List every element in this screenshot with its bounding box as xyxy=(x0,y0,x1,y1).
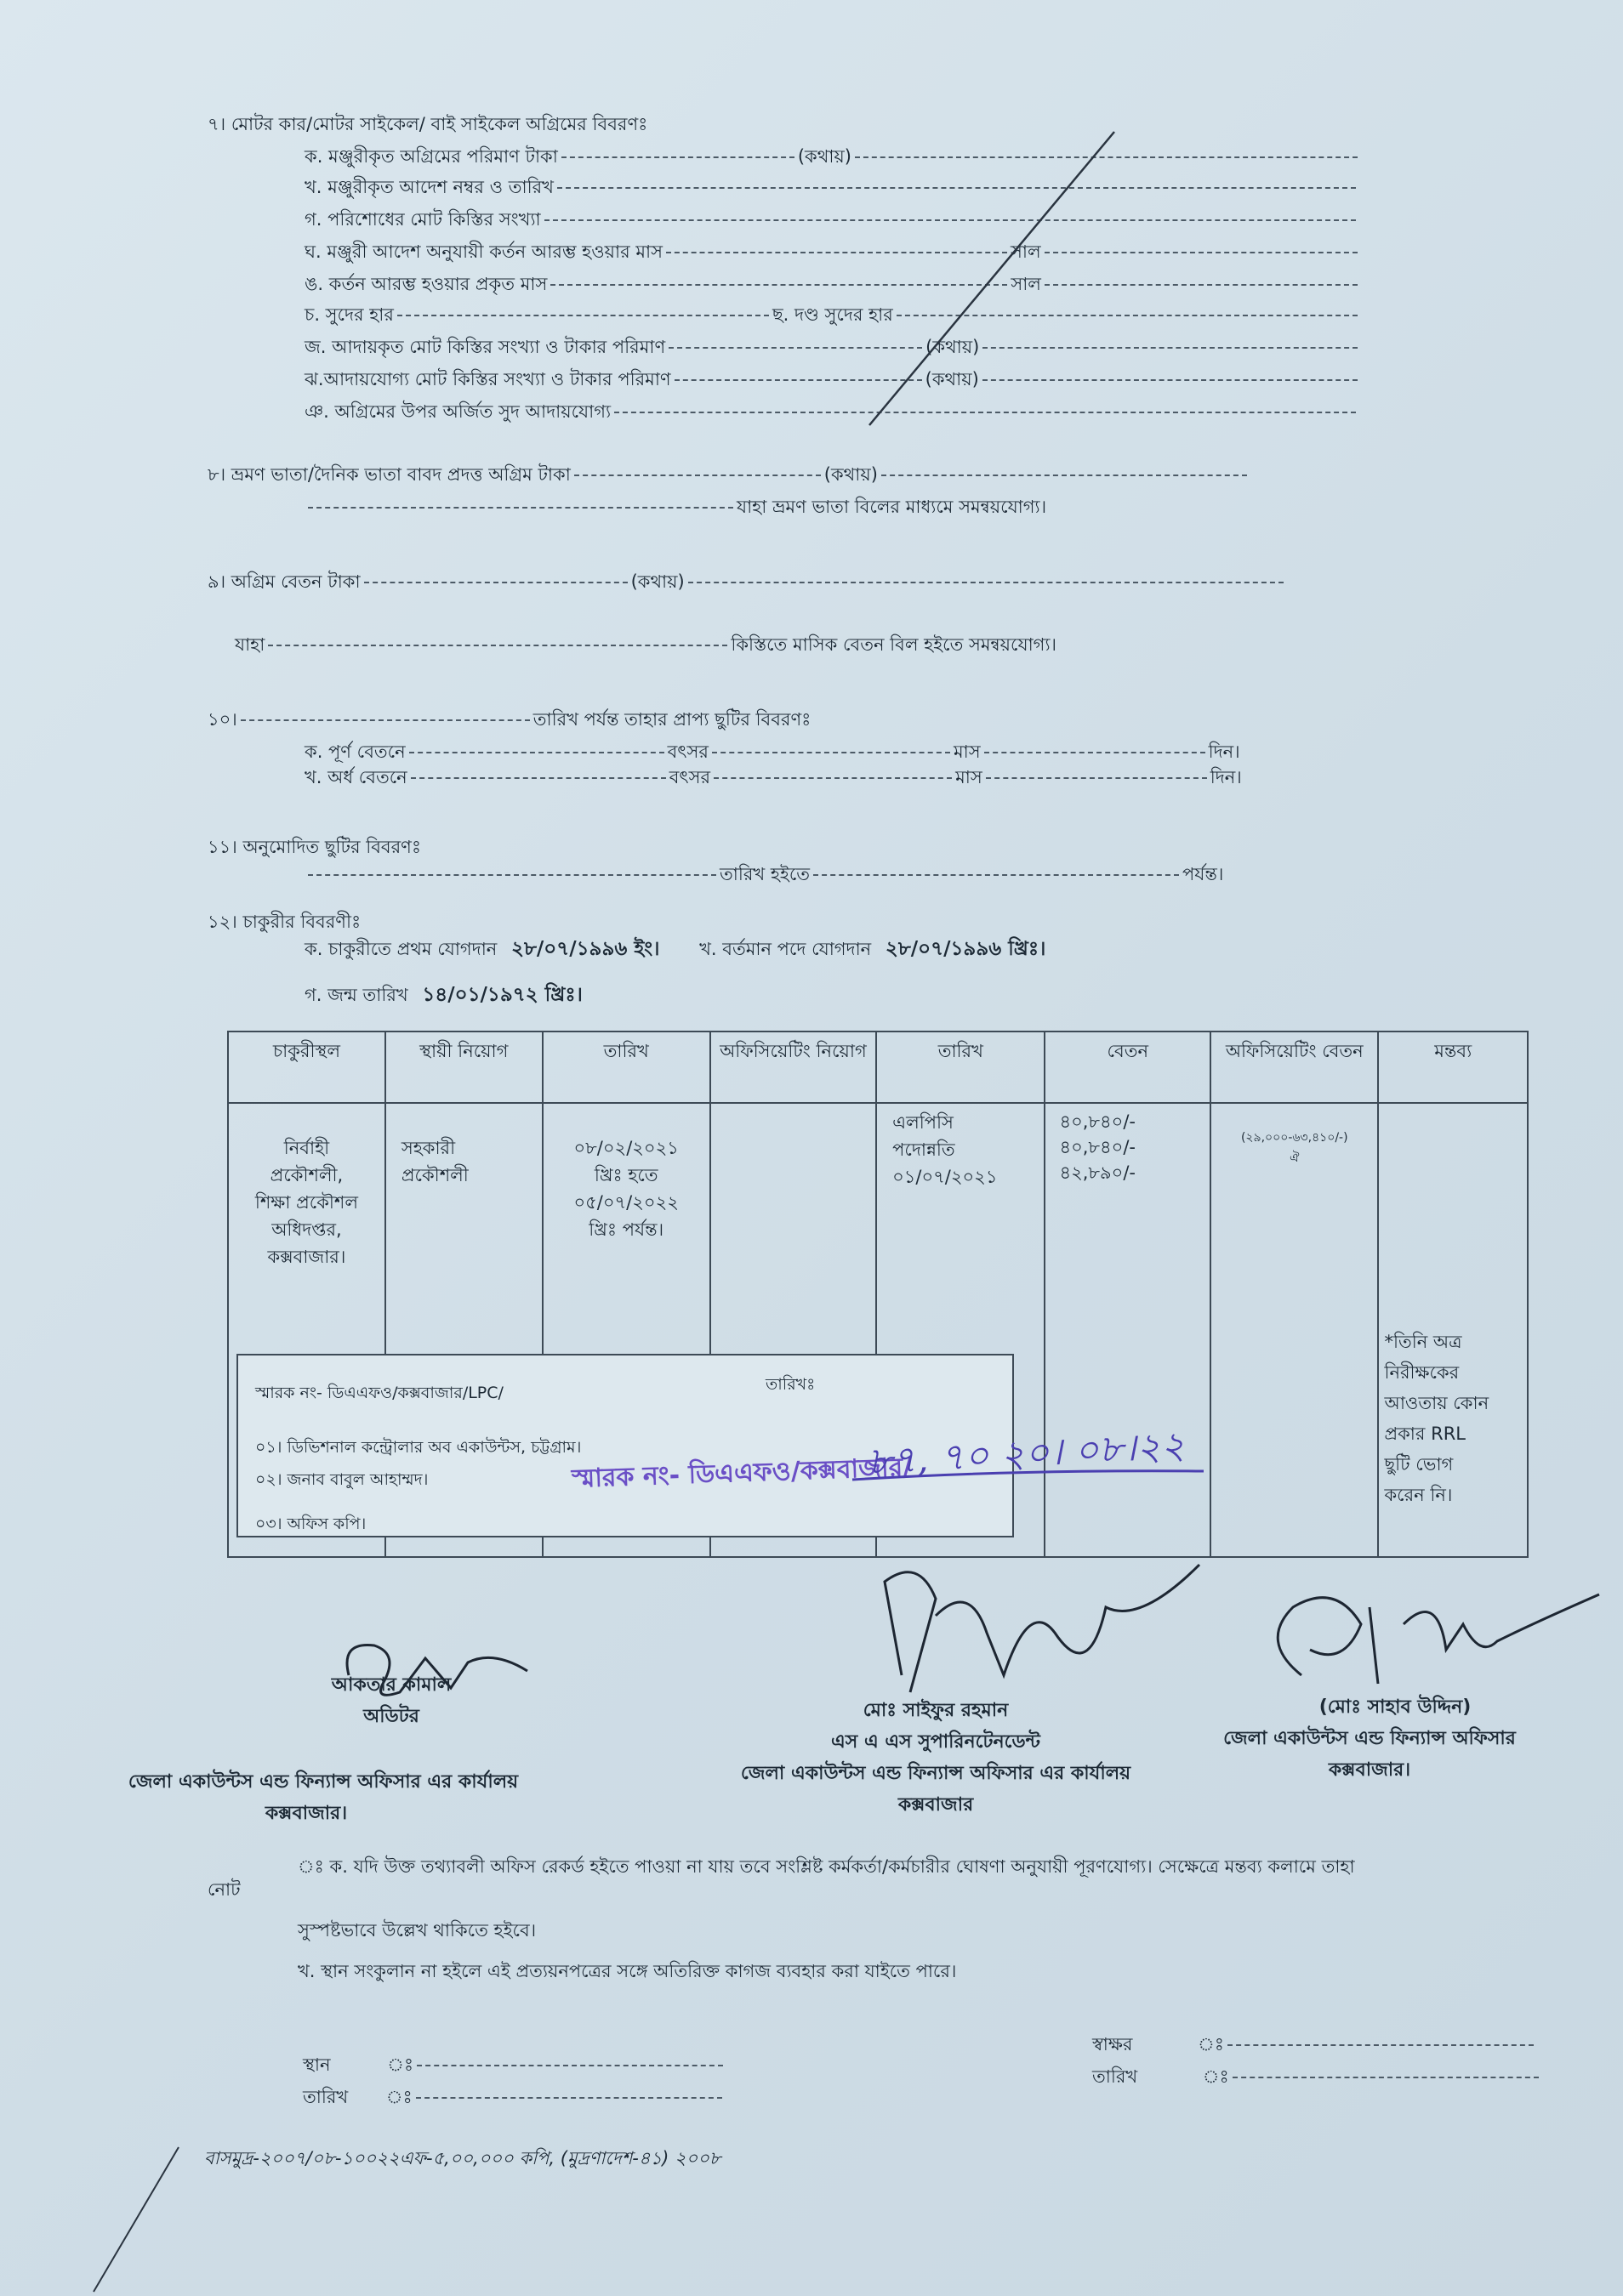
sec8-label: ৮। ভ্রমণ ভাতা/দৈনিক ভাতা বাবদ প্রদত্ত অগ্রিম টাকা xyxy=(208,464,571,485)
dob-label: গ. জন্ম তারিখ xyxy=(305,985,408,1005)
post-line: সহকারী xyxy=(401,1138,456,1158)
full-pay-month: মাস xyxy=(953,742,981,762)
note-a xyxy=(298,1854,1540,1879)
memo-stamp: স্মারক নং- ডিএএফও/কক্সবাজার/ xyxy=(571,1452,913,1494)
workplace-line: অধিদপ্তর, xyxy=(271,1219,342,1240)
signer-name: (মোঃ সাহাব উদ্দিন) xyxy=(1318,1696,1472,1718)
date2-colon: ঃ xyxy=(1202,2066,1229,2087)
col-header: অফিসিয়েটিং বেতন xyxy=(1210,1031,1378,1103)
sec7-item xyxy=(305,240,1361,264)
sec7-item-mid: (কথায়) xyxy=(925,337,980,357)
sec11-to: পর্যন্ত। xyxy=(1182,864,1224,884)
officiating-salary-cell xyxy=(1210,1103,1378,1557)
sec7-item-label: ঘ. মঞ্জুরী আদেশ অনুযায়ী কর্তন আরম্ভ হওয়ার মাস xyxy=(305,242,663,262)
remark-line: নিরীক্ষকের xyxy=(1384,1362,1460,1383)
memo-line: ০৩। অফিস কপি। xyxy=(255,1515,367,1533)
sec10-row-half xyxy=(305,765,1242,789)
signer-name: মোঃ সাইফুর রহমান xyxy=(863,1700,1009,1721)
date-label: তারিখ xyxy=(303,2087,349,2107)
sec7-item-label: চ. সুদের হার xyxy=(305,304,394,325)
signature-scribble-2 xyxy=(834,1548,1208,1718)
signature-block-superintendent xyxy=(663,1696,1208,1821)
sec8-word: (কথায়) xyxy=(823,464,878,485)
sec7-item xyxy=(305,207,1359,231)
signer-office: জেলা একাউন্টস এন্ড ফিন্যান্স অফিসার এর কার্যালয় xyxy=(128,1771,519,1793)
sign-colon: ঃ xyxy=(1198,2034,1224,2054)
col-header: তারিখ xyxy=(543,1031,710,1103)
half-pay-year: বৎসর xyxy=(669,767,711,787)
col-header: মন্তব্য xyxy=(1378,1031,1528,1103)
sec11-from: তারিখ হইতে xyxy=(720,864,811,884)
col-header: অফিসিয়েটিং নিয়োগ xyxy=(710,1031,876,1103)
half-pay-label: খ. অর্ধ বেতনে xyxy=(305,767,407,787)
date-line: ০৮/০২/২০২১ xyxy=(573,1138,679,1158)
full-pay-year: বৎসর xyxy=(667,742,709,762)
sec10-row-full xyxy=(305,740,1240,764)
note-label: নোট xyxy=(208,1879,241,1900)
first-join-value: ২৮/০৭/১৯৯৬ ইং। xyxy=(511,938,660,960)
signer-place: কক্সবাজার। xyxy=(265,1803,348,1824)
memo-date-label: তারিখঃ xyxy=(766,1375,816,1394)
date2-line: এলপিসি xyxy=(892,1112,954,1133)
handwritten-underline xyxy=(851,1463,1208,1488)
footer-sign-row xyxy=(1092,2032,1537,2056)
sec7-item-label: ক. মঞ্জুরীকৃত অগ্রিমের পরিমাণ টাকা xyxy=(305,146,558,167)
remark-cell xyxy=(1378,1103,1528,1557)
sec12-dob-row xyxy=(305,983,583,1007)
sec7-item-mid: ছ. দণ্ড সুদের হার xyxy=(772,304,893,325)
off-salary-scale: (২৯,০০০-৬৩,৪১০/-) xyxy=(1240,1131,1348,1145)
sec8-row2 xyxy=(305,495,1046,519)
sec8-line2: যাহা ভ্রমণ ভাতা বিলের মাধ্যমে সমন্বয়যোগ্য। xyxy=(737,497,1047,517)
sec7-item-mid: সাল xyxy=(1010,242,1041,262)
signature-office-auditor xyxy=(51,1767,595,1830)
post-line: প্রকৌশলী xyxy=(401,1165,469,1185)
sec7-item-mid: সাল xyxy=(1011,274,1041,294)
sec11-heading: ১১। অনুমোদিত ছুটির বিবরণঃ xyxy=(208,837,422,857)
full-pay-day: দিন। xyxy=(1208,742,1240,762)
salary-line: ৪২,৮৯০/- xyxy=(1059,1162,1136,1183)
date-line: ০৫/০৭/২০২২ xyxy=(573,1192,679,1213)
note-a-line1: ঃ ক. যদি উক্ত তথ্যাবলী অফিস রেকর্ড হইতে পাওয়া না যায় তবে সংশ্লিষ্ট কর্মকর্তা/কর্মচারীর ঘোষণা অনুযায়ী পূরণযোগ্য। সেক্ষেত্রে মন্তব্য কলামে তাহা xyxy=(298,1856,1355,1877)
remark-line: করেন নি। xyxy=(1384,1485,1453,1505)
note-a-line2: সুস্পষ্টভাবে উল্লেখ থাকিতে হইবে। xyxy=(298,1920,537,1941)
half-pay-day: দিন। xyxy=(1210,767,1242,787)
salary-line: ৪০,৮৪০/- xyxy=(1059,1137,1136,1157)
col-header: তারিখ xyxy=(876,1031,1045,1103)
col-header: চাকুরীস্থল xyxy=(228,1031,385,1103)
remark-line: ছুটি ভোগ xyxy=(1384,1454,1454,1475)
col-header: বেতন xyxy=(1045,1031,1210,1103)
date2-line: ০১/০৭/২০২১ xyxy=(892,1167,998,1187)
memo-ref: স্মারক নং- ডিএএফও/কক্সবাজার/LPC/ xyxy=(255,1384,504,1402)
workplace-line: শিক্ষা প্রকৌশল xyxy=(254,1192,358,1213)
remark-line: *তিনি অত্র xyxy=(1384,1332,1462,1352)
sec7-item-label: গ. পরিশোধের মোট কিস্তির সংখ্যা xyxy=(305,209,541,230)
workplace-line: কক্সবাজার। xyxy=(267,1247,346,1267)
signer-title: এস এ এস সুপারিনটেনডেন্ট xyxy=(831,1731,1040,1753)
signer-title: অডিটর xyxy=(363,1706,419,1727)
memo-line: ০২। জনাব বাবুল আহাম্মদ। xyxy=(255,1470,429,1489)
date2-label: তারিখ xyxy=(1092,2066,1138,2087)
sec10-heading: তারিখ পর্যন্ত তাহার প্রাপ্য ছুটির বিবরণঃ xyxy=(532,709,812,730)
sec12-join-row xyxy=(305,937,1045,961)
signer-name: আকতার কামাল xyxy=(331,1674,452,1696)
sec7-item-label: ঝ.আদায়যোগ্য মোট কিস্তির সংখ্যা ও টাকার পরিমাণ xyxy=(305,369,671,389)
sec7-item-label: ঞ. অগ্রিমের উপর অর্জিত সুদ আদায়যোগ্য xyxy=(305,401,612,422)
date-line: খ্রিঃ পর্যন্ত। xyxy=(589,1219,664,1240)
date2-line: পদোন্নতি xyxy=(892,1139,955,1160)
sec7-item-mid: (কথায়) xyxy=(925,369,979,389)
signer-title: জেলা একাউন্টস এন্ড ফিন্যান্স অফিসার xyxy=(1223,1728,1516,1749)
sec9-prefix: যাহা xyxy=(235,634,265,655)
sec7-item xyxy=(305,175,1359,199)
first-join-label: ক. চাকুরীতে প্রথম যোগদান xyxy=(305,939,498,959)
place-label: স্থান xyxy=(303,2054,331,2075)
workplace-line: প্রকৌশলী, xyxy=(270,1165,344,1185)
sec11-row xyxy=(305,862,1223,886)
memo-line: ০১। ডিভিশনাল কন্ট্রোলার অব একাউন্টস, চট্টগ্রাম। xyxy=(255,1438,582,1457)
memo-handwritten: ৮৭, ৭০ ২০। ০৮।২২ xyxy=(866,1424,1187,1484)
signer-place: কক্সবাজার। xyxy=(1328,1759,1411,1781)
date-line: খ্রিঃ হতে xyxy=(594,1165,658,1185)
present-join-value: ২৮/০৭/১৯৯৬ খ্রিঃ। xyxy=(885,938,1046,960)
sec7-item-label: জ. আদায়কৃত মোট কিস্তির সংখ্যা ও টাকার পরিমাণ xyxy=(305,337,666,357)
sec7-item-mid: (কথায়) xyxy=(797,146,851,167)
sec7-item-label: ঙ. কর্তন আরম্ভ হওয়ার প্রকৃত মাস xyxy=(305,274,548,294)
footer-date-row xyxy=(303,2085,726,2109)
sec9-word: (কথায়) xyxy=(630,571,685,592)
date-colon: ঃ xyxy=(385,2087,413,2107)
sec9-line2: কিস্তিতে মাসিক বেতন বিল হইতে সমন্বয়যোগ্য। xyxy=(731,634,1057,655)
sec7-item xyxy=(305,272,1361,296)
off-salary-ditto: ঐ xyxy=(1290,1151,1300,1165)
sec9-row1 xyxy=(208,570,1287,594)
sec9-row2 xyxy=(235,633,1056,656)
pen-stroke xyxy=(85,2143,187,2296)
sec7-item xyxy=(305,367,1361,391)
signature-block-auditor xyxy=(255,1670,595,1733)
cross-out-line xyxy=(868,128,1123,434)
sec7-heading: ৭। মোটর কার/মোটর সাইকেল/ বাই সাইকেল অগ্রিমের বিবরণঃ xyxy=(208,114,648,134)
sec7-item-label: খ. মঞ্জুরীকৃত আদেশ নম্বর ও তারিখ xyxy=(305,177,554,197)
sec10-heading-row xyxy=(208,708,811,731)
workplace-line: নির্বাহী xyxy=(283,1138,330,1158)
table-header-row xyxy=(228,1031,1528,1103)
salary-line: ৪০,৮৪০/- xyxy=(1059,1111,1136,1132)
footer-date2-row xyxy=(1092,2065,1542,2089)
present-join-label: খ. বর্তমান পদে যোগদান xyxy=(699,939,872,959)
full-pay-label: ক. পূর্ণ বেতনে xyxy=(305,742,406,762)
print-line: বাসমুদ্র-২০০৭/০৮-১০০২২এফ-৫,০০,০০০ কপি, (মুদ্রণাদেশ-৪১) ২০০৮ xyxy=(204,2148,721,2168)
remark-line: প্রকার RRL xyxy=(1384,1424,1466,1444)
sec7-item xyxy=(305,145,1361,168)
sec7-item xyxy=(305,335,1361,359)
note-b: খ. স্থান সংকুলান না হইলে এই প্রত্যয়নপত্রের সঙ্গে অতিরিক্ত কাগজ ব্যবহার করা যাইতে পারে। xyxy=(298,1961,957,1981)
signer-place: কক্সবাজার xyxy=(897,1794,974,1816)
signer-office: জেলা একাউন্টস এন্ড ফিন্যান্স অফিসার এর কার্যালয় xyxy=(740,1763,1131,1784)
col-header: স্থায়ী নিয়োগ xyxy=(385,1031,543,1103)
sec10-number: ১০। xyxy=(208,709,237,730)
salary-cell xyxy=(1045,1103,1210,1557)
sec12-heading: ১২। চাকুরীর বিবরণীঃ xyxy=(208,912,362,932)
sec8-row1 xyxy=(208,463,1250,486)
place-colon: ঃ xyxy=(387,2054,414,2075)
remark-line: আওতায় কোন xyxy=(1384,1393,1489,1413)
sec9-label: ৯। অগ্রিম বেতন টাকা xyxy=(208,571,361,592)
sign-label: স্বাক্ষর xyxy=(1092,2034,1133,2054)
dob-value: ১৪/০১/১৯৭২ খ্রিঃ। xyxy=(422,984,583,1006)
half-pay-month: মাস xyxy=(955,767,982,787)
sec7-item xyxy=(305,303,1361,327)
signature-block-officer xyxy=(1174,1692,1565,1787)
footer-place-row xyxy=(303,2053,726,2077)
sec7-item xyxy=(305,400,1359,423)
